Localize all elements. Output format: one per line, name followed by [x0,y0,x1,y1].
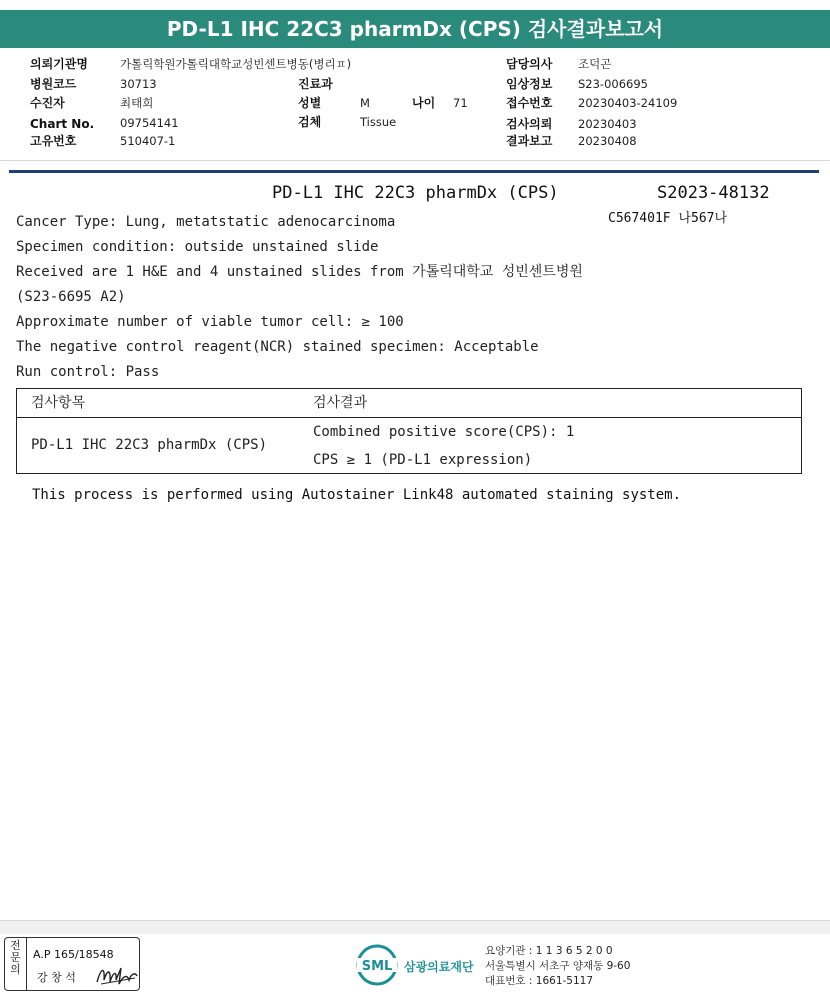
chart-no-value: 09754141 [120,116,179,130]
unique-no-label: 고유번호 [30,134,77,148]
table-header-result: 검사결과 [313,395,368,411]
table-header-item: 검사항목 [31,395,86,411]
report-number: S2023-48132 [657,183,770,203]
sml-logo-icon [355,943,399,987]
doctor-value: 조덕곤 [578,57,612,71]
received-slides-line: Received are 1 H&E and 4 unstained slides from 가톨릭대학교 성빈센트병원 [16,264,583,280]
cps-score-cell: Combined positive score(CPS): 1 [313,424,575,440]
pathologist-name: 강 창 석 [37,971,76,984]
logo-text: SML [361,959,393,974]
specimen-condition-line: Specimen condition: outside unstained slide [16,239,379,255]
table-header-divider [17,417,801,418]
run-control-line: Run control: Pass [16,364,160,380]
specimen-label: 검체 [298,115,322,129]
pathologist-sign-box [4,937,140,991]
ap-number: A.P 165/18548 [33,948,114,961]
age-value: 71 [453,96,468,110]
footer-band [0,920,830,934]
header-divider [0,160,830,161]
clinical-info-value: S23-006695 [578,77,648,91]
age-label: 나이 [412,96,436,110]
clinical-info-label: 임상정보 [506,77,553,91]
report-test-title: PD-L1 IHC 22C3 pharmDx (CPS) [272,183,559,203]
patient-value: 최태희 [120,96,154,110]
request-date-label: 검사의뢰 [506,117,553,131]
request-date-value: 20230403 [578,117,637,131]
chart-no-label: Chart No. [30,117,95,131]
specimen-value: Tissue [360,115,397,129]
cancer-type-line: Cancer Type: Lung, metatstatic adenocarcinoma [16,214,396,230]
hospital-code-label: 병원코드 [30,77,77,91]
table-item-cell: PD-L1 IHC 22C3 pharmDx (CPS) [31,437,268,453]
org-name: 삼광의료재단 [404,960,474,974]
receipt-no-label: 접수번호 [506,96,553,110]
negative-control-line: The negative control reagent(NCR) stained specimen: Acceptable [16,339,539,355]
report-title-bar: PD-L1 IHC 22C3 pharmDx (CPS) 검사결과보고서 [0,10,830,48]
sex-value: M [360,96,370,110]
org-phone: 대표번호 : 1661-5117 [485,975,594,987]
institution-value: 가톨릭학원가톨릭대학교성빈센트병동(병리ㅍ) [120,57,352,71]
process-footnote: This process is performed using Autostainer Link48 automated staining system. [32,487,682,503]
sex-label: 성별 [298,96,322,110]
slide-reference-line: (S23-6695 A2) [16,289,126,305]
report-date-label: 결과보고 [506,134,553,148]
unique-no-value: 510407-1 [120,134,176,148]
specialist-label: 전 문 의 [5,938,27,990]
hospital-code-value: 30713 [120,77,157,91]
cps-expression-cell: CPS ≥ 1 (PD-L1 expression) [313,452,533,468]
org-code: 요양기관 : 1 1 3 6 5 2 0 0 [485,945,613,957]
patient-label: 수진자 [30,96,65,110]
report-sub-number: C567401F 나567나 [608,211,728,226]
org-address: 서울특별시 서초구 양재동 9-60 [485,960,631,972]
viable-tumor-cell-line: Approximate number of viable tumor cell: ≥ 100 [16,314,404,330]
result-table [16,388,802,474]
department-label: 진료과 [298,77,333,91]
report-date-value: 20230408 [578,134,637,148]
report-top-rule [9,170,819,173]
signature-icon [95,962,139,988]
doctor-label: 담당의사 [506,57,553,71]
institution-label: 의뢰기관명 [30,57,88,71]
receipt-no-value: 20230403-24109 [578,96,678,110]
